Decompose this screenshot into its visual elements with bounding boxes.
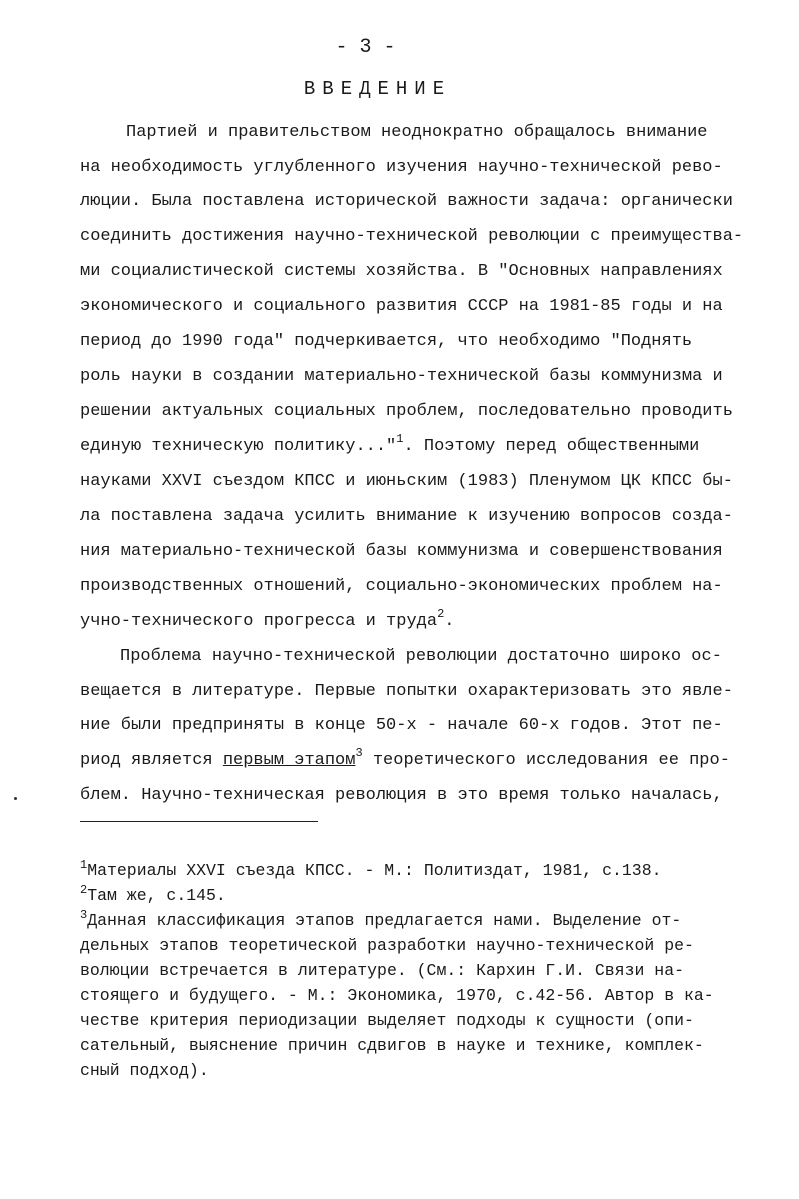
footnote-line: волюции встречается в литературе. (См.: Кархин Г.И. Связи на- bbox=[80, 961, 684, 980]
underlined-term: первым этапом bbox=[222, 751, 356, 770]
body-line: ла поставлена задача усилить внимание к изучению вопросов созда- bbox=[80, 507, 733, 526]
body-line: ния материально-технической базы коммунизма и совершенствования bbox=[80, 542, 723, 561]
body-line: решении актуальных социальных проблем, последовательно проводить bbox=[80, 402, 733, 421]
footnote-1 bbox=[80, 859, 662, 884]
body-text: теоретического исследования ее про- bbox=[362, 751, 730, 770]
body-line: ние были предприняты в конце 50-х - начале 60-х годов. Этот пе- bbox=[80, 716, 723, 735]
body-line: период до 1990 года" подчеркивается, что необходимо "Поднять bbox=[80, 332, 693, 351]
body-text: риод является bbox=[80, 751, 223, 770]
footnote-ref: 2 bbox=[437, 607, 445, 621]
body-line: ми социалистической системы хозяйства. В "Основных направлениях bbox=[80, 262, 723, 281]
body-line: науками XXVI съездом КПСС и июньским (1983) Пленумом ЦК КПСС бы- bbox=[80, 472, 733, 491]
body-line bbox=[80, 746, 730, 773]
footnote-text: Там же, с.145. bbox=[87, 886, 226, 905]
footnote-line: честве критерия периодизации выделяет подходы к сущности (опи- bbox=[80, 1011, 694, 1030]
footnote-line: стоящего и будущего. - М.: Экономика, 1970, с.42-56. Автор в ка- bbox=[80, 986, 714, 1005]
body-line: люции. Была поставлена исторической важности задача: органически bbox=[80, 192, 733, 211]
body-line: экономического и социального развития СССР на 1981-85 годы и на bbox=[80, 297, 723, 316]
footnote-line: дельных этапов теоретической разработки научно-технической ре- bbox=[80, 936, 694, 955]
footnote-ref: 3 bbox=[355, 746, 363, 760]
footnote-ref: 1 bbox=[396, 432, 404, 446]
footnote-mark: 3 bbox=[80, 908, 88, 922]
body-line: соединить достижения научно-технической революции с преимущества- bbox=[80, 227, 744, 246]
body-line: на необходимость углубленного изучения научно-технической рево- bbox=[80, 158, 723, 177]
body-line bbox=[80, 432, 700, 459]
body-line: производственных отношений, социально-экономических проблем на- bbox=[80, 577, 723, 596]
body-text: . bbox=[444, 612, 455, 631]
body-line: блем. Научно-техническая революция в это время только началась, bbox=[80, 786, 723, 805]
body-text: учно-технического прогресса и труда bbox=[80, 612, 438, 631]
body-line: Проблема научно-технической революции достаточно широко ос- bbox=[120, 647, 722, 666]
body-line: роль науки в создании материально-технической базы коммунизма и bbox=[80, 367, 723, 386]
scan-speck bbox=[14, 797, 17, 800]
footnote-2 bbox=[80, 884, 226, 909]
footnote-line: сательный, выяснение причин сдвигов в науке и технике, комплек- bbox=[80, 1036, 704, 1055]
footnote-mark: 1 bbox=[80, 858, 88, 872]
footnote-separator bbox=[80, 821, 318, 822]
body-text: . Поэтому перед общественными bbox=[403, 437, 700, 456]
body-line: вещается в литературе. Первые попытки охарактеризовать это явле- bbox=[80, 682, 733, 701]
page-number: - 3 - bbox=[335, 36, 396, 59]
footnote-line: сный подход). bbox=[80, 1061, 209, 1080]
body-line: Партией и правительством неоднократно обращалось внимание bbox=[126, 123, 708, 142]
footnote-text: Материалы XXVI съезда КПСС. - М.: Политиздат, 1981, с.138. bbox=[87, 861, 662, 880]
footnote-3 bbox=[80, 909, 681, 934]
footnote-mark: 2 bbox=[80, 883, 88, 897]
body-text: единую техническую политику..." bbox=[80, 437, 397, 456]
section-title: ВВЕДЕНИЕ bbox=[303, 78, 452, 100]
body-line bbox=[80, 607, 455, 634]
footnote-text: Данная классификация этапов предлагается нами. Выделение от- bbox=[87, 911, 682, 930]
